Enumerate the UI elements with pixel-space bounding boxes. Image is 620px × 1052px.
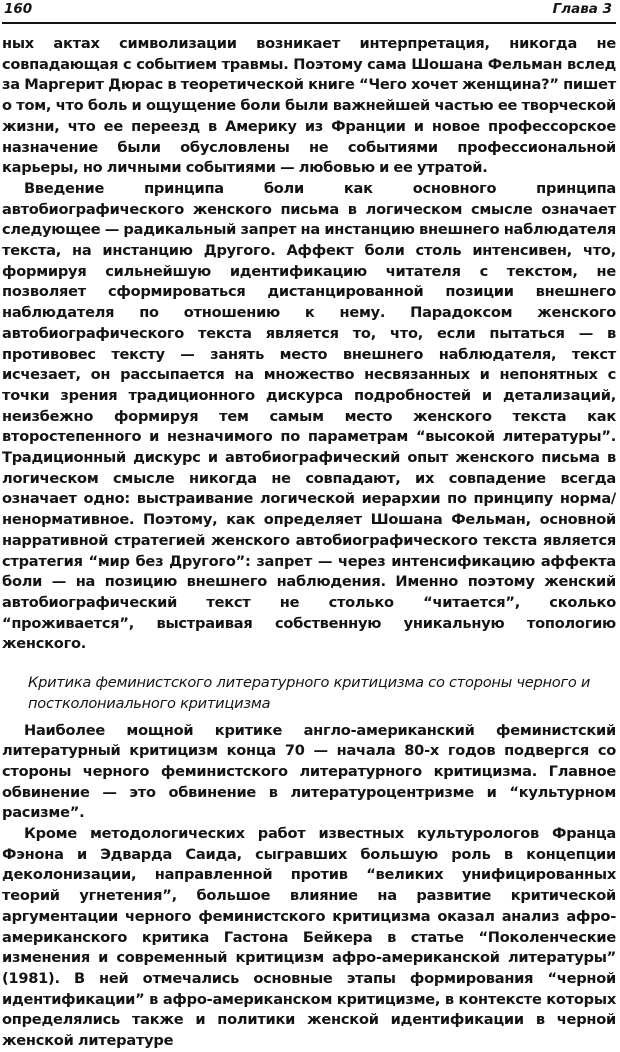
paragraph-4: Кроме методологических работ известных культурологов Франца Фэнона и Эдварда Саида, сыгравших большую роль в концепции деколонизации, направленной против “великих унифицированных теорий угнетения”, большое влияние на развитие критической аргументации черного феминистского критицизма оказал анализ афро-американского критика Гастона Бейкера в статье “Поколенческие изменения и современный критицизм афро-американской литературы” (1981). В ней отмечались основные этапы формирования “черной идентификации” в афро-американском критицизме, в контексте которых определялись также и политики женской идентификации в черной женской литературе bbox=[2, 825, 616, 1050]
chapter-title: Глава 3 bbox=[552, 1, 612, 17]
paragraph-3: Наиболее мощной критике англо-американский феминистский литературный критицизм конца 70 — начала 80-х годов подвергся со стороны черного феминистского литературного критицизма. Главное обвинение — это обвинение в литературоцентризме и “культурном расизме”. bbox=[2, 721, 616, 822]
paragraph-1: ных актах символизации возникает интерпретация, никогда не совпадающая с событием травмы. Поэтому сама Шошана Фельман вслед за Маргерит Дюрас в теоретической книге “Чего хочет женщина?” пишет о том, что боль и ощущение боли были важнейшей частью ее творческой жизни, что ее переезд в Америку из Франции и новое профессорское назначение были обусловлены не событиями профессиональной карьеры, но личными событиями — любовью и ее утратой. bbox=[2, 35, 616, 177]
body-text bbox=[2, 34, 616, 1052]
running-header bbox=[2, 0, 616, 24]
section-heading: Критика феминистского литературного критицизма со стороны черного и постколониального критицизма bbox=[28, 674, 591, 712]
page-number: 160 bbox=[4, 1, 33, 17]
paragraph-2: Введение принципа боли как основного принципа автобиографического женского письма в логическом смысле означает следующее — радикальный запрет на инстанцию внешнего наблюдателя текста, на инстанцию Другого. Аффект боли столь интенсивен, что, формируя сильнейшую идентификацию читателя с текстом, не позволяет сформироваться дистанцированной позиции внешнего наблюдателя по отношению к нему. Парадоксом женского автобиографического текста является то, что, если пытаться — в противовес тексту — занять место внешнего наблюдателя, текст исчезает, он рассыпается на множество несвязанных и непонятных с точки зрения традиционного дискурса подробностей и детализаций, неизбежно формируя тем самым место женского текста как второстепенного и незначимого по параметрам “высокой литературы”. Традиционный дискурс и автобиографический опыт женского письма в логическом смысле никогда не совпадают, их совпадение всегда означает одно: выстраивание логической иерархии по принципу норма/ненормативное. Поэтому, как определяет Шошана Фельман, основной нарративной стратегией женского автобиографического текста является стратегия “мир без Другого”: запрет — через интенсификацию аффекта боли — на позицию внешнего наблюдения. Именно поэтому женский автобиографический текст не столько “читается”, сколько “проживается”, выстраивая собственную уникальную топологию женского. bbox=[2, 179, 616, 653]
